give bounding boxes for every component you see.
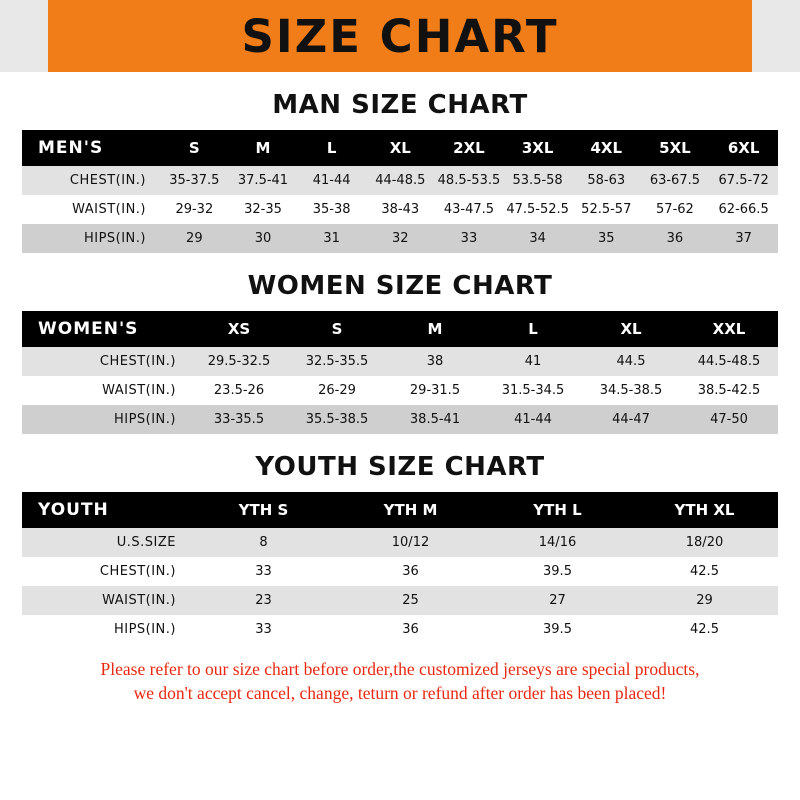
women-col-xs: XS [227, 320, 251, 338]
youth-ussize-l: 14/16 [538, 535, 577, 550]
table-row [22, 405, 778, 434]
men-row-label-header: MEN'S [38, 138, 104, 158]
women-hips-xl: 44-47 [612, 412, 650, 427]
women-col-l: L [528, 320, 538, 338]
women-waist-m: 29-31.5 [409, 383, 461, 398]
table-row [22, 166, 778, 195]
youth-col-m: YTH M [383, 501, 438, 519]
table-row [22, 557, 778, 586]
youth-waist-m: 25 [402, 593, 419, 608]
men-row-label-chest: CHEST(IN.) [69, 173, 146, 188]
men-hips-m: 30 [254, 231, 272, 246]
table-row [22, 376, 778, 405]
men-col-6xl: 6XL [727, 139, 760, 157]
men-chest-5xl: 63-67.5 [649, 173, 701, 188]
order-notice-line-1: Please refer to our size chart before order,the customized jerseys are special products, [100, 659, 700, 679]
youth-chest-m: 36 [402, 564, 419, 579]
men-chest-6xl: 67.5-72 [718, 173, 769, 188]
women-chest-s: 32.5-35.5 [305, 354, 369, 369]
women-hips-xs: 33-35.5 [213, 412, 265, 427]
men-section-title: MAN SIZE CHART [272, 90, 528, 120]
men-hips-s: 29 [186, 231, 203, 246]
women-col-xxl: XXL [712, 320, 746, 338]
table-row [22, 195, 778, 224]
women-col-m: M [427, 320, 443, 338]
men-chest-4xl: 58-63 [587, 173, 626, 188]
women-hips-s: 35.5-38.5 [305, 412, 369, 427]
men-chest-3xl: 53.5-58 [512, 173, 563, 188]
youth-col-l: YTH L [533, 501, 582, 519]
women-row-label-hips: HIPS(IN.) [113, 412, 176, 427]
women-row-label-chest: CHEST(IN.) [99, 354, 176, 369]
women-chest-xl: 44.5 [616, 354, 646, 369]
youth-row-label-hips: HIPS(IN.) [113, 622, 176, 637]
women-section-title: WOMEN SIZE CHART [247, 271, 553, 301]
women-table-body [22, 347, 778, 434]
men-waist-m: 32-35 [244, 202, 282, 217]
women-waist-l: 31.5-34.5 [501, 383, 565, 398]
men-col-4xl: 4XL [590, 139, 623, 157]
youth-ussize-s: 8 [259, 535, 268, 550]
women-chest-xxl: 44.5-48.5 [697, 354, 761, 369]
women-waist-xs: 23.5-26 [213, 383, 265, 398]
women-chest-xs: 29.5-32.5 [207, 354, 271, 369]
women-hips-xxl: 47-50 [710, 412, 748, 427]
youth-size-table [22, 492, 778, 644]
youth-table-header [22, 492, 778, 528]
men-hips-5xl: 36 [666, 231, 684, 246]
youth-hips-m: 36 [402, 622, 419, 637]
women-hips-l: 41-44 [514, 412, 552, 427]
youth-waist-xl: 29 [696, 593, 713, 608]
order-notice [22, 658, 778, 705]
table-header-row [22, 492, 778, 528]
youth-col-xl: YTH XL [674, 501, 735, 519]
women-size-table [22, 311, 778, 434]
youth-col-s: YTH S [238, 501, 289, 519]
men-col-l: L [326, 139, 337, 157]
table-row [22, 224, 778, 253]
men-table-body [22, 166, 778, 253]
men-waist-s: 29-32 [175, 202, 214, 217]
men-hips-l: 31 [323, 231, 340, 246]
youth-waist-s: 23 [255, 593, 272, 608]
youth-chest-l: 39.5 [543, 564, 572, 579]
men-col-m: M [255, 139, 271, 157]
women-chest-l: 41 [524, 354, 542, 369]
men-chest-s: 35-37.5 [169, 173, 220, 188]
youth-hips-s: 33 [255, 622, 272, 637]
men-col-s: S [188, 139, 200, 157]
order-notice-line-2: we don't accept cancel, change, teturn or refund after order has been placed! [133, 682, 667, 703]
men-chest-xl: 44-48.5 [375, 173, 426, 188]
women-hips-m: 38.5-41 [409, 412, 461, 427]
youth-ussize-xl: 18/20 [685, 535, 724, 550]
men-row-label-hips: HIPS(IN.) [83, 231, 146, 246]
men-table-header [22, 130, 778, 166]
women-waist-s: 26-29 [318, 383, 356, 398]
table-row [22, 615, 778, 644]
men-hips-2xl: 33 [460, 231, 478, 246]
men-waist-3xl: 47.5-52.5 [506, 202, 569, 217]
youth-chest-s: 33 [255, 564, 272, 579]
men-hips-6xl: 37 [735, 231, 752, 246]
table-row [22, 347, 778, 376]
table-row [22, 528, 778, 557]
youth-row-label-header: YOUTH [38, 500, 109, 520]
youth-row-label-chest: CHEST(IN.) [99, 564, 176, 579]
page-title: SIZE CHART [241, 9, 559, 63]
youth-ussize-m: 10/12 [391, 535, 430, 550]
men-col-2xl: 2XL [453, 139, 485, 157]
women-waist-xxl: 38.5-42.5 [697, 383, 761, 398]
youth-row-label-ussize: U.S.SIZE [116, 535, 176, 550]
men-waist-xl: 38-43 [381, 202, 420, 217]
men-waist-5xl: 57-62 [656, 202, 694, 217]
men-waist-6xl: 62-66.5 [718, 202, 769, 217]
men-chest-2xl: 48.5-53.5 [437, 173, 501, 188]
table-header-row [22, 311, 778, 347]
women-col-s: S [331, 320, 343, 338]
youth-hips-l: 39.5 [543, 622, 572, 637]
men-col-5xl: 5XL [659, 139, 691, 157]
women-table-header [22, 311, 778, 347]
youth-waist-l: 27 [549, 593, 566, 608]
youth-row-label-waist: WAIST(IN.) [102, 593, 176, 608]
women-row-label-header: WOMEN'S [38, 319, 139, 339]
men-col-3xl: 3XL [521, 139, 554, 157]
youth-table-body [22, 528, 778, 644]
table-header-row [22, 130, 778, 166]
men-chest-l: 41-44 [312, 173, 351, 188]
table-row [22, 586, 778, 615]
men-waist-2xl: 43-47.5 [443, 202, 495, 217]
men-col-xl: XL [389, 139, 411, 157]
men-row-label-waist: WAIST(IN.) [72, 202, 146, 217]
men-hips-4xl: 35 [597, 231, 615, 246]
youth-chest-xl: 42.5 [690, 564, 719, 579]
men-size-table [22, 130, 778, 253]
women-row-label-waist: WAIST(IN.) [102, 383, 176, 398]
men-chest-m: 37.5-41 [237, 173, 289, 188]
men-hips-xl: 32 [392, 231, 409, 246]
youth-hips-xl: 42.5 [690, 622, 719, 637]
men-hips-3xl: 34 [529, 231, 546, 246]
youth-section-title: YOUTH SIZE CHART [255, 452, 545, 482]
men-waist-4xl: 52.5-57 [581, 202, 632, 217]
women-col-xl: XL [620, 320, 642, 338]
men-waist-l: 35-38 [312, 202, 351, 217]
page-banner [0, 0, 800, 72]
women-waist-xl: 34.5-38.5 [599, 383, 663, 398]
charts-content [0, 90, 800, 705]
women-chest-m: 38 [426, 354, 444, 369]
